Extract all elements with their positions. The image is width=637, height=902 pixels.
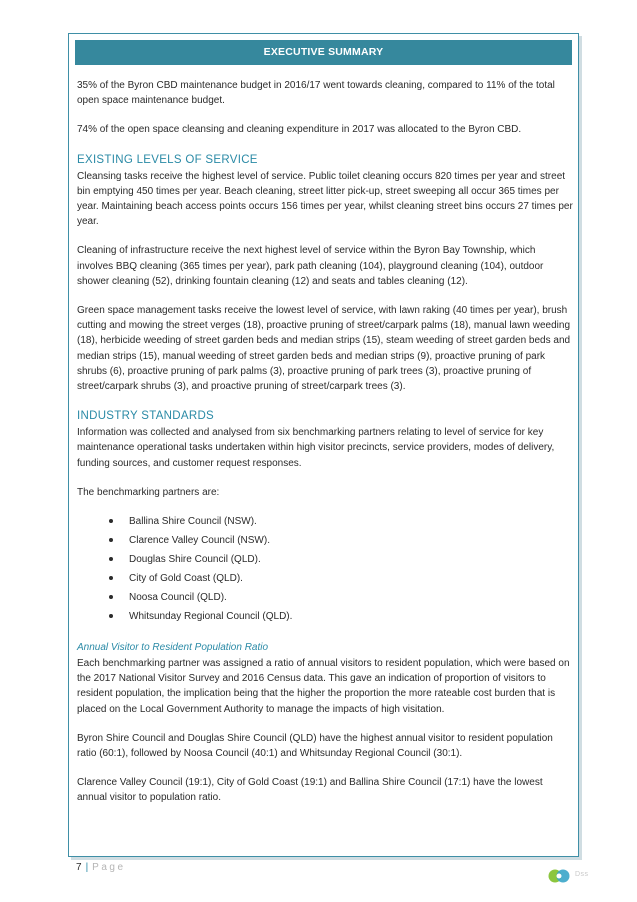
ratio-paragraph: Each benchmarking partner was assigned a ratio of annual visitors to resident population, which were based on the 2017 National Visitor Survey and 2016 Census data. This gave an indication of proportion of visitors to resident population, the implication being that the higher the proportion the more rateable cost burden that is placed on the Local Government Authority to manage the impacts of high visitation. [77, 658, 570, 715]
council-logo-icon [547, 867, 571, 885]
intro-paragraph: 35% of the Byron CBD maintenance budget in 2016/17 went towards cleaning, compared to 11% of the total open space maintenance budget. [77, 80, 555, 107]
existing-paragraph: Green space management tasks receive the lowest level of service, with lawn raking (40 times per year), brush cutting and mowing the street verges (18), proactive pruning of street/carpark palms (18), manual lawn weeding (18), herbicide weeding of street garden beds and median strips (15), steam weeding of street garden beds and median strips (15), manual weeding of street garden beds and median strips (9), proactive pruning of park shrubs (6), proactive pruning of park palms (3), proactive pruning of park trees (3), proactive pruning of street/carpark shrubs (3), and proactive pruning of street/carpark trees (3). [77, 305, 571, 393]
partner-list-item: Whitsunday Regional Council (QLD). [129, 607, 573, 626]
industry-paragraph: Information was collected and analysed from six benchmarking partners relating to level of service for key maintenance operational tasks undertaken within high visitor precincts, service providers, modes of delivery, funding sources, and customer request responses. [77, 427, 555, 469]
industry-paragraph: The benchmarking partners are: [77, 486, 220, 498]
partner-list-item: Noosa Council (QLD). [129, 588, 573, 607]
page-number: 7 [76, 862, 82, 873]
page-frame [68, 33, 579, 857]
partner-list-item: Clarence Valley Council (NSW). [129, 531, 573, 550]
logo-text: Dss [575, 871, 589, 878]
executive-summary-banner: EXECUTIVE SUMMARY [75, 40, 572, 65]
ratio-paragraph: Clarence Valley Council (19:1), City of Gold Coast (19:1) and Ballina Shire Council (17:1) have the lowest annual visitor to population ratio. [77, 777, 543, 804]
page-label: Page [92, 862, 126, 873]
partner-list-item: Ballina Shire Council (NSW). [129, 512, 573, 531]
partners-list [77, 512, 573, 626]
footer-separator: | [85, 862, 89, 873]
existing-paragraph: Cleansing tasks receive the highest level of service. Public toilet cleaning occurs 820 times per year and street bin emptying 450 times per year. Beach cleaning, street litter pick-up, street sweeping all occur 365 times per year. Maintaining beach access points occurs 156 times per year, whilst cleaning street bins occurs 27 times per year. [77, 170, 573, 228]
existing-paragraph: Cleaning of infrastructure receive the next highest level of service within the Byron Bay Township, which involves BBQ cleaning (365 times per year), park path cleaning (104), playground cleaning (104), outdoor shower cleaning (52), drinking fountain cleaning (12) and seats and tables cleaning (12). [77, 245, 544, 287]
partner-list-item: City of Gold Coast (QLD). [129, 569, 573, 588]
page-content [77, 78, 573, 820]
page-footer [76, 862, 126, 873]
industry-standards-heading: INDUSTRY STANDARDS [77, 410, 215, 423]
intro-paragraph: 74% of the open space cleansing and cleaning expenditure in 2017 was allocated to the Byron CBD. [77, 124, 522, 136]
existing-levels-heading: EXISTING LEVELS OF SERVICE [77, 153, 258, 166]
ratio-subheading: Annual Visitor to Resident Population Ratio [77, 642, 269, 654]
partner-list-item: Douglas Shire Council (QLD). [129, 550, 573, 569]
ratio-paragraph: Byron Shire Council and Douglas Shire Council (QLD) have the highest annual visitor to resident population ratio (60:1), followed by Noosa Council (40:1) and Whitsunday Regional Council (30:1). [77, 732, 553, 760]
